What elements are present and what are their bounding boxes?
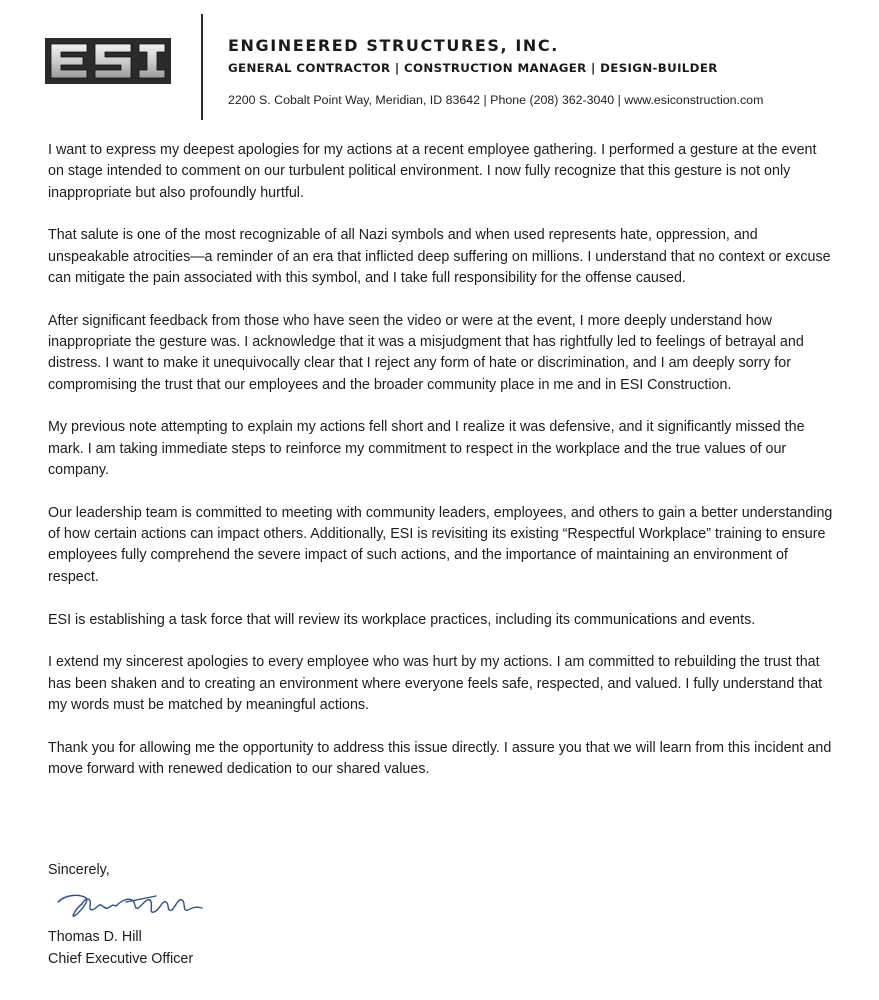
letterhead xyxy=(0,0,879,130)
paragraph: ESI is establishing a task force that will review its workplace practices, including its communications and events. xyxy=(48,611,756,628)
paragraph: After significant feedback from those who have seen the video or were at the event, I more deeply understand how inappropriate the gesture was. I acknowledge that it was a misjudgment that has rightfully led to feelings of betrayal and distress. I want to make it unequivocally clear that I reject any form of hate or discrimination, and I am deeply sorry for compromising the trust that our employees and the broader community place in me and in ESI Construction. xyxy=(48,312,804,393)
letter-body xyxy=(48,140,833,802)
paragraph: Thank you for allowing me the opportunity to address this issue directly. I assure you that we will learn from this incident and move forward with renewed dedication to our shared values. xyxy=(48,739,832,778)
signer-name: Thomas D. Hill xyxy=(48,929,142,945)
header-divider xyxy=(201,14,203,120)
paragraph: My previous note attempting to explain my actions fell short and I realize it was defensive, and it significantly missed the mark. I am taking immediate steps to reinforce my commitment to respect in the workplace and the true values of our company. xyxy=(48,419,805,479)
company-tagline: GENERAL CONTRACTOR | CONSTRUCTION MANAGER | DESIGN-BUILDER xyxy=(228,61,718,75)
signer-title: Chief Executive Officer xyxy=(48,950,194,967)
paragraph: Our leadership team is committed to meeting with community leaders, employees, and others to gain a better understanding of how certain actions can impact others. Additionally, ESI is revisiting its existing “Respectful Workplace” training to ensure employees fully comprehend the severe impact of such actions, and the importance of maintaining an environment of respect. xyxy=(48,504,833,585)
company-address: 2200 S. Cobalt Point Way, Meridian, ID 83642 | Phone (208) 362-3040 | www.esiconstruction.com xyxy=(228,93,764,107)
signer-block xyxy=(48,927,193,970)
signature xyxy=(56,886,206,924)
esi-logo xyxy=(45,38,171,84)
paragraph: That salute is one of the most recognizable of all Nazi symbols and when used represents hate, oppression, and unspeakable atrocities—a reminder of an era that inflicted deep suffering on millions. I understand that no context or excuse can mitigate the pain associated with this symbol, and I take full responsibility for the offense caused. xyxy=(48,227,831,286)
paragraph: I extend my sincerest apologies to every employee who was hurt by my actions. I am committed to rebuilding the trust that has been shaken and to creating an environment where everyone feels safe, respected, and valued. I fully understand that my words must be matched by meaningful actions. xyxy=(48,654,823,713)
paragraph: I want to express my deepest apologies for my actions at a recent employee gathering. I performed a gesture at the event on stage intended to comment on our turbulent political environment. I now fully recognize that this gesture is not only inappropriate but also profoundly hurtful. xyxy=(48,142,817,201)
company-name: ENGINEERED STRUCTURES, INC. xyxy=(228,36,559,55)
closing: Sincerely, xyxy=(48,862,110,878)
